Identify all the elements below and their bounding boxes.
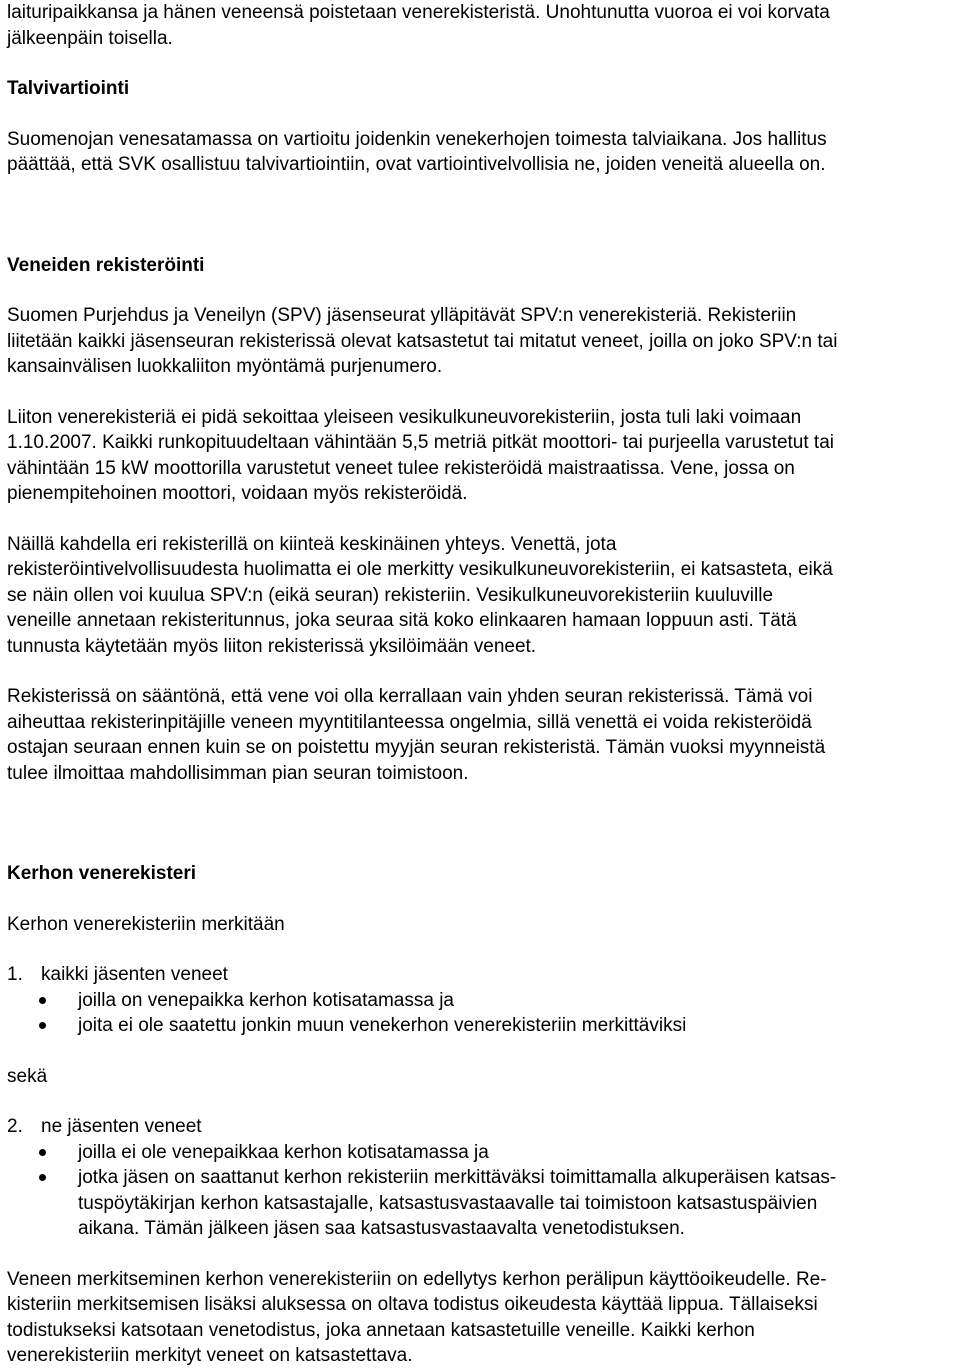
bullet-icon [7,1013,78,1039]
list-item-text: joita ei ole saatettu jonkin muun venekerhon venerekisteriin merkittäviksi [78,1015,687,1036]
kerho-intro: Kerhon venerekisteriin merkitään [7,913,285,935]
list-item-text: joilla on venepaikka kerhon kotisatamassa ja [78,989,454,1011]
list-item-text [78,1165,957,1242]
text-line: vähintään 15 kW moottorilla varustetut veneet tulee rekisteröidä maistraatissa. Vene, jossa on [7,457,795,479]
text-line: laituripaikkansa ja hänen veneensä poistetaan venerekisteristä. Unohtunutta vuoroa ei voi korvata [7,2,830,23]
rekisterointi-paragraph-1 [7,303,957,380]
text-line: todistukseksi katsotaan venetodistus, joka annetaan katsastetuille veneille. Kaikki kerhon [7,1319,755,1341]
rekisterointi-paragraph-3 [7,532,957,660]
numbered-item-1 [7,962,957,988]
list-item [7,1140,957,1166]
text-line: Suomenojan venesatamassa on vartioitu joidenkin venekerhojen toimesta talviaikana. Jos hallitus [7,128,827,150]
text-line: tuspöytäkirjan kerhon katsastajalle, katsastusvastaavalle tai toimistoon katsastuspäivien [78,1192,818,1214]
bullet-icon [7,988,78,1014]
bullet-list-2 [7,1140,957,1242]
text-line: tulee ilmoittaa mahdollisimman pian seuran toimistoon. [7,762,469,784]
kerho-final-paragraph [7,1267,957,1369]
list-item [7,1013,957,1039]
list-item [7,1165,957,1242]
rekisterointi-paragraph-2 [7,405,957,507]
text-line: Rekisterissä on sääntönä, että vene voi olla kerrallaan vain yhden seuran rekisterissä. Tämä voi [7,686,813,707]
list-number: 2. [7,1116,23,1137]
heading-veneiden-rekisterointi: Veneiden rekisteröinti [7,254,205,276]
numbered-item-2 [7,1114,957,1140]
list-item [7,988,957,1014]
list-item-text: joilla ei ole venepaikkaa kerhon kotisatamassa ja [78,1141,489,1163]
text-line: ostajan seuraan ennen kuin se on poistettu myyjän seuran rekisteristä. Tämän vuoksi myynneistä [7,737,826,758]
text-line: tunnusta käytetään myös liiton rekisterissä yksilöimään veneet. [7,635,537,657]
text-line: kansainvälisen luokkaliiton myöntämä purjenumero. [7,356,443,377]
text-line: se näin ollen voi kuulua SPV:n (eikä seuran) rekisteriin. Vesikulkuneuvorekisteriin kuuluville [7,584,774,606]
text-line: jälkeenpäin toisella. [7,27,173,49]
text-line: pienempitehoinen moottori, voidaan myös rekisteröidä. [7,483,468,504]
text-line: aiheuttaa rekisterinpitäjille veneen myyntitilanteessa ongelmia, sillä venettä ei voida rekisteröidä [7,711,812,733]
talvivartiointi-paragraph [7,127,957,178]
heading-talvivartiointi: Talvivartiointi [7,78,130,99]
bullet-icon [7,1165,78,1242]
intro-paragraph [7,0,957,51]
heading-kerhon-venerekisteri: Kerhon venerekisteri [7,863,197,884]
text-line: jotka jäsen on saattanut kerhon rekisteriin merkittäväksi toimittamalla alkuperäisen katsas- [78,1167,837,1188]
text-line: liitetään kaikki jäsenseuran rekisterissä olevat katsastetut tai mitatut veneet, joilla on joko SPV:n tai [7,330,838,352]
text-line: rekisteröintivelvollisuudesta huolimatta ei ole merkitty vesikulkuneuvorekisteriin, ei katsasteta, eikä [7,559,833,580]
text-line: veneille annetaan rekisteritunnus, joka seuraa sitä koko elinkaaren hamaan loppuun asti. Tätä [7,610,797,631]
text-line: Näillä kahdella eri rekisterillä on kiinteä keskinäinen yhteys. Venettä, jota [7,533,617,555]
text-line: venerekisteriin merkityt veneet on katsastettava. [7,1345,413,1366]
list-number: 1. [7,964,23,985]
bullet-icon [7,1140,78,1166]
text-line: kisteriin merkitsemisen lisäksi aluksessa on oltava todistus oikeudesta käyttää lippua. Tällaiseksi [7,1294,818,1315]
text-line: 1.10.2007. Kaikki runkopituudeltaan vähintään 5,5 metriä pitkät moottori- tai purjeella varustetut tai [7,432,834,453]
connector-text: sekä [7,1065,48,1087]
text-line: päättää, että SVK osallistuu talvivartiointiin, ovat vartiointivelvollisia ne, joiden veneitä alueella on. [7,154,826,175]
list-item-text: ne jäsenten veneet [41,1116,202,1137]
list-item-text: kaikki jäsenten veneet [41,964,228,985]
rekisterointi-paragraph-4 [7,684,957,786]
document-page [7,0,957,1369]
bullet-list-1 [7,988,957,1039]
text-line: Liiton venerekisteriä ei pidä sekoittaa yleiseen vesikulkuneuvorekisteriin, josta tuli laki voimaan [7,406,802,428]
text-line: Veneen merkitseminen kerhon venerekisteriin on edellytys kerhon perälipun käyttöoikeudelle. Re- [7,1268,827,1290]
text-line: aikana. Tämän jälkeen jäsen saa katsastusvastaavalta venetodistuksen. [78,1218,685,1239]
text-line: Suomen Purjehdus ja Veneilyn (SPV) jäsenseurat ylläpitävät SPV:n venerekisteriä. Rekisteriin [7,305,797,326]
